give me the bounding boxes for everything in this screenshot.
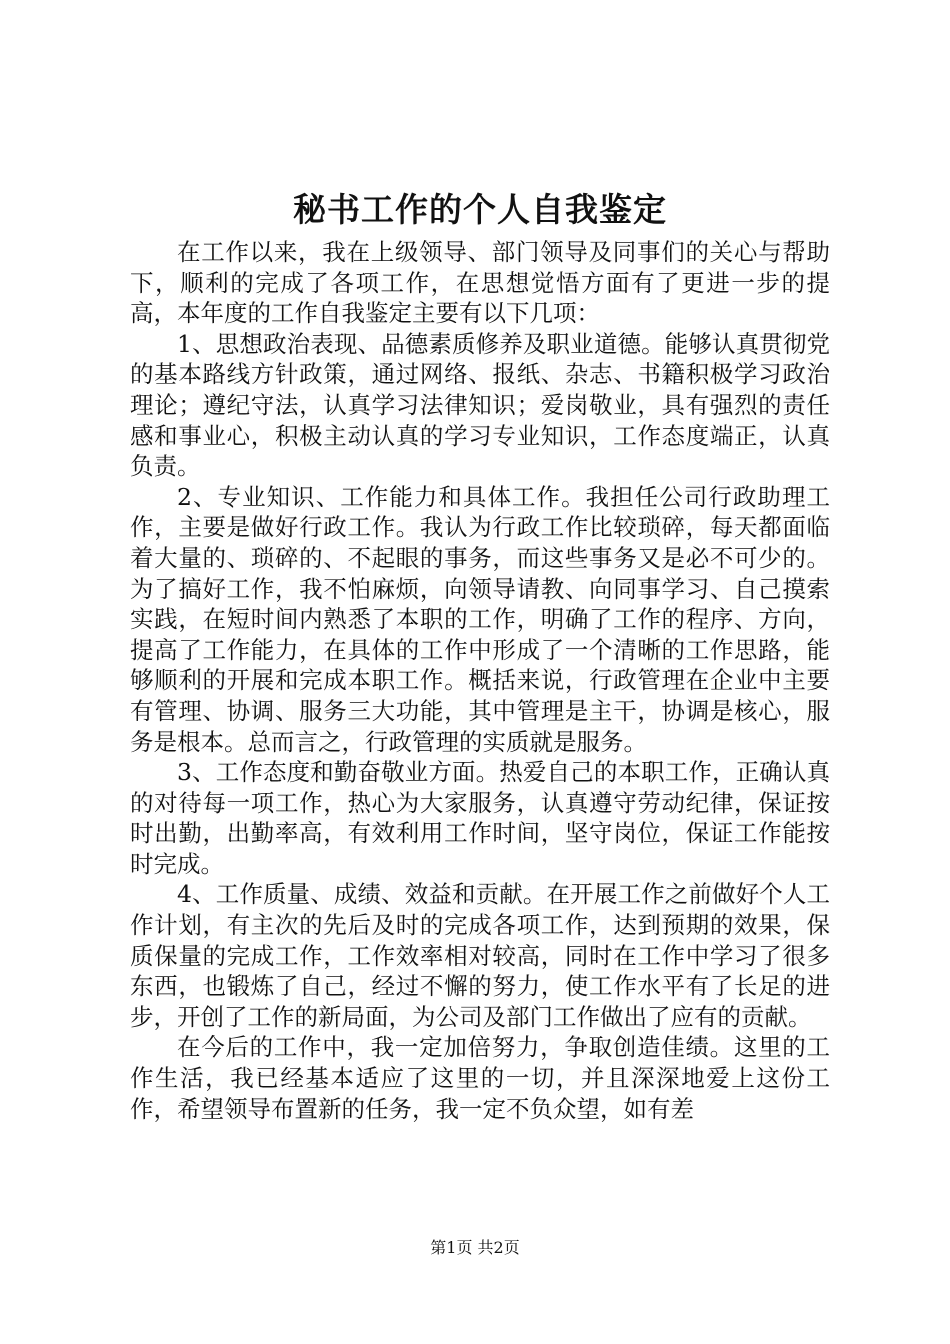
paragraph-item-4: 4、工作质量、成绩、效益和贡献。在开展工作之前做好个人工作计划，有主次的先后及时的完成各项工作，达到预期的效果，保质保量的完成工作，工作效率相对较高，同时在工作中学习了很多东西，也锻炼了自己，经过不懈的努力，使工作水平有了长足的进步，开创了工作的新局面，为公司及部门工作做出了应有的贡献。 (130, 880, 830, 1031)
paragraph-closing: 在今后的工作中，我一定加倍努力，争取创造佳绩。这里的工作生活，我已经基本适应了这里的一切，并且深深地爱上这份工作，希望领导布置新的任务，我一定不负众望，如有差 (130, 1033, 830, 1123)
paragraph-item-2: 2、专业知识、工作能力和具体工作。我担任公司行政助理工作，主要是做好行政工作。我认为行政工作比较琐碎，每天都面临着大量的、琐碎的、不起眼的事务，而这些事务又是必不可少的。为了搞好工作，我不怕麻烦，向领导请教、向同事学习、自己摸索实践，在短时间内熟悉了本职的工作，明确了工作的程序、方向，提高了工作能力，在具体的工作中形成了一个清晰的工作思路，能够顺利的开展和完成本职工作。概括来说，行政管理在企业中主要有管理、协调、服务三大功能，其中管理是主干，协调是核心，服务是根本。总而言之，行政管理的实质就是服务。 (130, 482, 830, 756)
document-page (130, 185, 830, 1124)
document-title: 秘书工作的个人自我鉴定 (293, 190, 667, 229)
paragraph-item-3: 3、工作态度和勤奋敬业方面。热爱自己的本职工作，正确认真的对待每一项工作，热心为大家服务，认真遵守劳动纪律，保证按时出勤，出勤率高，有效利用工作时间，坚守岗位，保证工作能按时完成。 (130, 758, 830, 878)
paragraph-item-1: 1、思想政治表现、品德素质修养及职业道德。能够认真贯彻党的基本路线方针政策，通过网络、报纸、杂志、书籍积极学习政治理论；遵纪守法，认真学习法律知识；爱岗敬业，具有强烈的责任感和事业心，积极主动认真的学习专业知识，工作态度端正，认真负责。 (130, 329, 830, 481)
paragraph-intro: 在工作以来，我在上级领导、部门领导及同事们的关心与帮助下，顺利的完成了各项工作，在思想觉悟方面有了更进一步的提高，本年度的工作自我鉴定主要有以下几项： (130, 238, 830, 328)
page-footer: 第1页 共2页 (430, 1238, 520, 1257)
